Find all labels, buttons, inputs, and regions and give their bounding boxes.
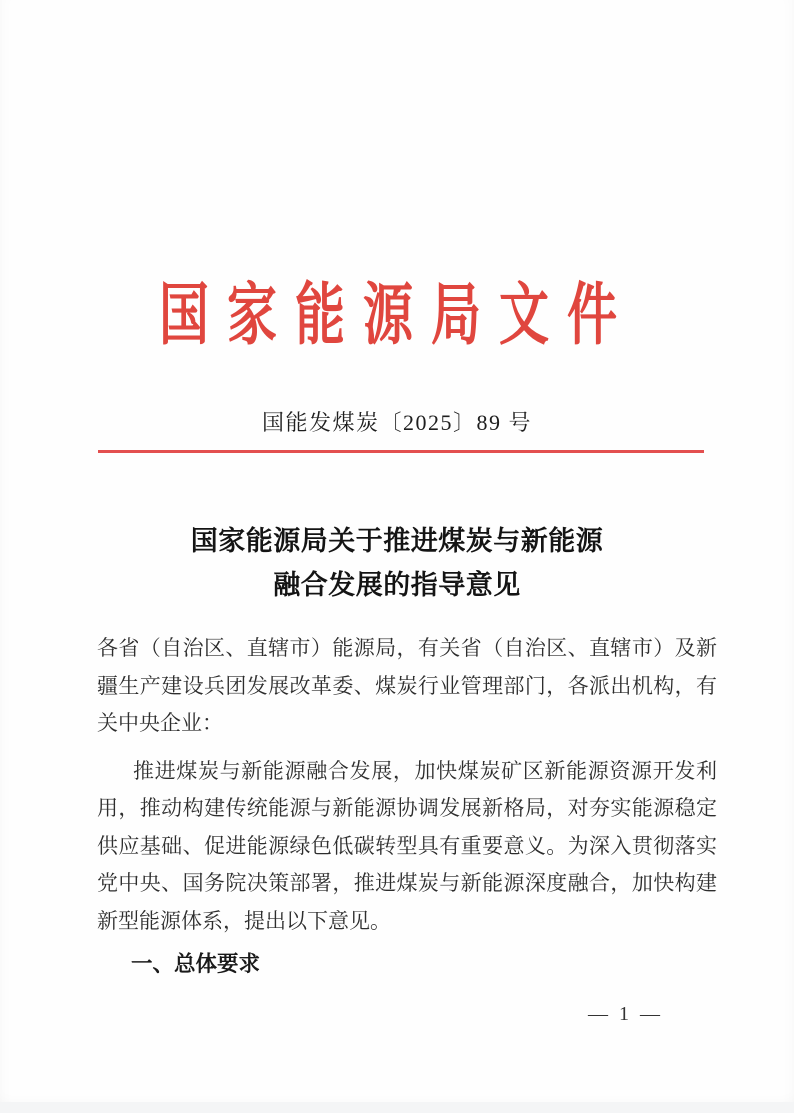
document-title-line1: 国家能源局关于推进煤炭与新能源 — [190, 526, 604, 556]
section-heading: 一、总体要求 — [131, 952, 261, 976]
document-title — [0, 519, 794, 607]
salutation-line: 关中央企业： — [97, 711, 223, 735]
page-number: — 1 — — [588, 1003, 663, 1025]
salutation-line: 各省（自治区、直辖市）能源局，有关省（自治区、直辖市）及新 — [97, 636, 717, 660]
intro-paragraph-line: 供应基础、促进能源绿色低碳转型具有重要意义。为深入贯彻落实 — [97, 833, 717, 858]
document-body — [97, 630, 717, 984]
intro-paragraph-line: 新型能源体系，提出以下意见。 — [97, 908, 391, 933]
intro-paragraph-line: 党中央、国务院决策部署，推进煤炭与新能源深度融合，加快构建 — [97, 871, 717, 895]
agency-header — [0, 268, 794, 354]
intro-paragraph-line: 用，推动构建传统能源与新能源协调发展新格局，对夯实能源稳定 — [97, 796, 717, 820]
red-separator-rule — [98, 450, 704, 453]
salutation-line: 疆生产建设兵团发展改革委、煤炭行业管理部门，各派出机构，有 — [97, 673, 717, 698]
intro-paragraph-line: 推进煤炭与新能源融合发展，加快煤炭矿区新能源资源开发利 — [133, 758, 717, 783]
agency-header-text: 国家能源局文件 — [159, 277, 635, 354]
doc-number: 国能发煤炭〔2025〕89 号 — [261, 410, 532, 435]
document-title-line2: 融合发展的指导意见 — [273, 570, 521, 600]
scan-edge-shadow — [0, 1102, 794, 1113]
